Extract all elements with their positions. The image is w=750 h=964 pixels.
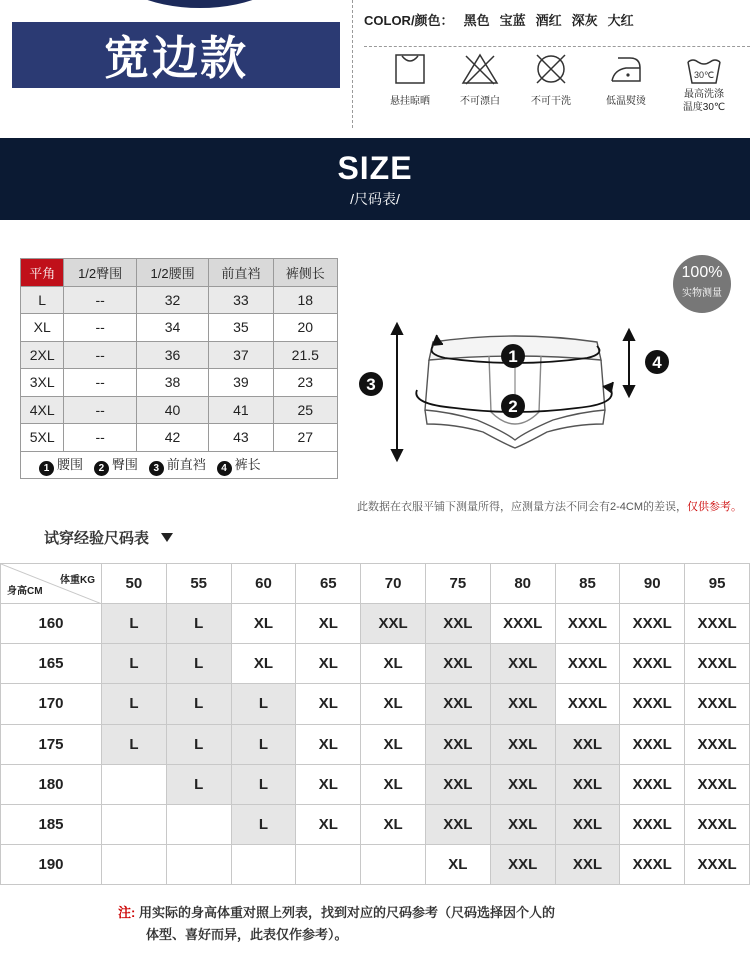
legend-number: 2 [94, 461, 109, 476]
care-hang-dry [370, 52, 450, 107]
care-no-bleach [440, 52, 520, 107]
no-dry-clean-icon [533, 52, 569, 86]
grid-size-cell [361, 845, 426, 885]
grid-weight-cell: 70 [361, 564, 426, 604]
grid-size-cell: XXXL [620, 804, 685, 844]
grid-height-cell: 165 [1, 644, 102, 684]
grid-size-cell: XXXL [620, 845, 685, 885]
grid-size-cell: XXL [490, 764, 555, 804]
height-weight-grid [0, 563, 750, 885]
divider [364, 46, 750, 47]
length-arrow [624, 330, 634, 396]
grid-size-cell: L [231, 684, 296, 724]
grid-height-cell: 185 [1, 804, 102, 844]
color-options [364, 10, 634, 29]
front-rise-arrow [392, 324, 402, 460]
grid-size-cell: XXXL [490, 604, 555, 644]
grid-size-cell: XL [296, 764, 361, 804]
grid-weight-cell: 75 [425, 564, 490, 604]
color-option: 宝蓝 [499, 13, 526, 28]
grid-size-cell: XXL [361, 604, 426, 644]
size-table-header-cell: 1/2腰围 [136, 259, 208, 287]
footer-note [118, 902, 555, 946]
grid-size-cell: XL [361, 764, 426, 804]
care-label: 低温熨烫 [606, 96, 646, 107]
care-label: 悬挂晾晒 [390, 96, 430, 107]
size-subtitle: /尺码表/ [350, 191, 400, 207]
grid-size-cell: XL [425, 845, 490, 885]
tryon-title: 试穿经验尺码表 [44, 530, 150, 547]
size-table-cell: 27 [273, 424, 337, 452]
size-table-row [21, 369, 338, 397]
color-option: 酒红 [535, 13, 562, 28]
size-table-cell: -- [64, 396, 136, 424]
size-table-cell: XL [21, 314, 64, 342]
color-label: COLOR/颜色： [364, 13, 454, 28]
size-table-cell: 36 [136, 341, 208, 369]
grid-size-cell: XXXL [620, 604, 685, 644]
size-table-cell: -- [64, 369, 136, 397]
legend-number: 3 [149, 461, 164, 476]
size-table-cell: 20 [273, 314, 337, 342]
color-option: 深灰 [571, 13, 598, 28]
grid-size-cell [102, 804, 167, 844]
size-table-cell: -- [64, 341, 136, 369]
grid-weight-cell: 80 [490, 564, 555, 604]
legend-label: 前直裆 [166, 456, 206, 472]
grid-size-cell: XXXL [620, 724, 685, 764]
grid-size-cell: XL [361, 644, 426, 684]
size-table-cell: 37 [209, 341, 273, 369]
size-table-header [21, 259, 338, 287]
grid-size-cell: XXL [425, 724, 490, 764]
size-table-cell: 43 [209, 424, 273, 452]
product-edge-decoration [105, 0, 295, 8]
badge-percent: 100% [681, 264, 723, 281]
grid-size-cell [166, 804, 231, 844]
grid-row [1, 604, 750, 644]
wash-30-icon [684, 52, 724, 86]
footer-line1: 用实际的身高体重对照上列表，找到对应的尺码参考（尺码选择因个人的 [138, 905, 555, 920]
grid-height-cell: 190 [1, 845, 102, 885]
grid-size-cell: XL [361, 804, 426, 844]
top-section [0, 0, 750, 138]
size-table-row [21, 396, 338, 424]
grid-size-cell [231, 845, 296, 885]
grid-row [1, 845, 750, 885]
grid-size-cell: XL [231, 604, 296, 644]
grid-size-cell: XXXL [685, 684, 750, 724]
grid-size-cell: XXL [555, 845, 620, 885]
size-table-cell: 21.5 [273, 341, 337, 369]
measurement-note [357, 498, 742, 514]
grid-size-cell: L [166, 684, 231, 724]
grid-size-cell: XXXL [685, 724, 750, 764]
grid-size-cell: L [166, 764, 231, 804]
grid-size-cell: XL [361, 684, 426, 724]
legend-label: 裤长 [234, 456, 261, 472]
size-table-cell: 39 [209, 369, 273, 397]
divider [352, 0, 353, 128]
size-table-cell: 3XL [21, 369, 64, 397]
grid-size-cell: XXL [425, 764, 490, 804]
grid-size-cell: XL [296, 684, 361, 724]
style-banner-title: 宽边款 [104, 32, 248, 84]
care-label [664, 101, 744, 114]
note-highlight: 仅供参考。 [687, 501, 742, 513]
size-table-row [21, 314, 338, 342]
size-table-row [21, 341, 338, 369]
grid-size-cell: L [231, 804, 296, 844]
grid-size-cell: L [102, 644, 167, 684]
grid-row [1, 804, 750, 844]
size-table [20, 258, 338, 479]
grid-weight-cell: 55 [166, 564, 231, 604]
marker-4 [645, 350, 669, 374]
grid-size-cell: XXL [490, 684, 555, 724]
grid-height-cell: 160 [1, 604, 102, 644]
size-table-cell: 40 [136, 396, 208, 424]
size-table-row [21, 424, 338, 452]
care-wash-30 [664, 52, 744, 114]
no-bleach-icon [460, 52, 500, 86]
corner-weight-label: 体重KG [60, 575, 95, 586]
marker-1 [501, 344, 525, 368]
grid-size-cell: XXL [490, 804, 555, 844]
grid-size-cell: XXXL [685, 644, 750, 684]
color-option: 大红 [607, 13, 634, 28]
marker-2 [501, 394, 525, 418]
grid-size-cell: XXL [490, 724, 555, 764]
grid-weight-cell: 95 [685, 564, 750, 604]
grid-height-cell: 175 [1, 724, 102, 764]
grid-weight-cell: 60 [231, 564, 296, 604]
grid-size-cell: XXXL [620, 644, 685, 684]
grid-row [1, 684, 750, 724]
tryon-section-title [44, 527, 173, 548]
low-iron-icon [606, 52, 646, 86]
size-table-cell: -- [64, 286, 136, 314]
grid-size-cell: L [166, 604, 231, 644]
grid-size-cell [296, 845, 361, 885]
size-table-cell: -- [64, 424, 136, 452]
size-table-cell: 42 [136, 424, 208, 452]
triangle-down-icon [161, 533, 173, 542]
size-table-cell: 38 [136, 369, 208, 397]
size-header [0, 138, 750, 220]
footer-prefix: 注: [118, 905, 136, 920]
size-table-cell: 4XL [21, 396, 64, 424]
grid-weight-header [1, 564, 750, 604]
grid-size-cell: XXXL [620, 764, 685, 804]
briefs-measurement-diagram [355, 320, 685, 470]
wash-temp-text: 30℃ [693, 70, 715, 80]
care-label: 不可干洗 [531, 96, 571, 107]
size-title: SIZE [337, 150, 413, 186]
size-table-header-cell: 裤侧长 [273, 259, 337, 287]
grid-weight-cell: 50 [102, 564, 167, 604]
size-table-legend [21, 451, 338, 479]
note-text: 此数据在衣服平铺下测量所得，应测量方法不同会有2-4CM的差误， [356, 501, 687, 513]
marker-3 [359, 372, 383, 396]
grid-size-cell: XXXL [685, 764, 750, 804]
size-table-cell: 18 [273, 286, 337, 314]
grid-weight-cell: 65 [296, 564, 361, 604]
grid-size-cell: XXL [490, 644, 555, 684]
grid-size-cell: L [102, 684, 167, 724]
grid-size-cell: XL [296, 804, 361, 844]
grid-size-cell: XXL [425, 644, 490, 684]
grid-weight-cell: 85 [555, 564, 620, 604]
corner-height-label: 身高CM [7, 586, 43, 597]
grid-size-cell: XXL [555, 764, 620, 804]
grid-row [1, 644, 750, 684]
footer-line2: 体型、喜好而异，此表仅作参考）。 [146, 927, 348, 942]
grid-size-cell: XXXL [685, 845, 750, 885]
marker-2-label: 2 [508, 397, 518, 416]
grid-weight-cell: 90 [620, 564, 685, 604]
size-table-header-cell: 1/2臀围 [64, 259, 136, 287]
style-banner [12, 22, 340, 88]
size-table-cell: 2XL [21, 341, 64, 369]
grid-size-cell: XXXL [555, 604, 620, 644]
grid-size-cell: XXL [425, 684, 490, 724]
size-table-cell: 5XL [21, 424, 64, 452]
legend-label: 臀围 [111, 456, 138, 472]
marker-4-label: 4 [652, 353, 662, 372]
hang-dry-icon [393, 52, 427, 86]
grid-size-cell: XXXL [685, 604, 750, 644]
care-low-iron [586, 52, 666, 107]
grid-size-cell: XXL [490, 845, 555, 885]
size-table-cell: 25 [273, 396, 337, 424]
care-label [664, 88, 744, 101]
size-table-cell: 32 [136, 286, 208, 314]
grid-size-cell: XXXL [685, 804, 750, 844]
grid-height-cell: 170 [1, 684, 102, 724]
measured-badge [673, 255, 731, 313]
grid-corner [1, 564, 102, 604]
grid-size-cell [166, 845, 231, 885]
legend-cell [21, 451, 338, 479]
marker-1-label: 1 [508, 347, 518, 366]
color-option: 黑色 [463, 13, 490, 28]
grid-size-cell: XXXL [555, 684, 620, 724]
size-table-row [21, 286, 338, 314]
care-no-dry-clean [511, 52, 591, 107]
grid-size-cell: L [231, 724, 296, 764]
legend-number: 1 [39, 461, 54, 476]
badge-text: 实物测量 [682, 288, 722, 299]
grid-size-cell: L [231, 764, 296, 804]
size-table-cell: 41 [209, 396, 273, 424]
grid-size-cell: XL [296, 604, 361, 644]
grid-height-cell: 180 [1, 764, 102, 804]
legend-label: 腰围 [57, 456, 84, 472]
grid-size-cell: L [102, 724, 167, 764]
care-label: 不可漂白 [460, 96, 500, 107]
grid-size-cell: L [166, 644, 231, 684]
marker-3-label: 3 [366, 375, 376, 394]
grid-size-cell: XXXL [555, 644, 620, 684]
grid-row [1, 724, 750, 764]
grid-size-cell: XL [361, 724, 426, 764]
grid-size-cell: XL [231, 644, 296, 684]
grid-size-cell [102, 764, 167, 804]
size-table-cell: 34 [136, 314, 208, 342]
grid-size-cell: L [166, 724, 231, 764]
grid-size-cell [102, 845, 167, 885]
size-table-header-cell: 平角 [21, 259, 64, 287]
grid-size-cell: XXXL [620, 684, 685, 724]
size-table-cell: 33 [209, 286, 273, 314]
grid-row [1, 764, 750, 804]
size-table-header-cell: 前直裆 [209, 259, 273, 287]
care-label-line2: 温度30℃ [682, 102, 726, 113]
size-table-cell: L [21, 286, 64, 314]
grid-size-cell: L [102, 604, 167, 644]
grid-size-cell: XL [296, 644, 361, 684]
size-table-cell: 35 [209, 314, 273, 342]
grid-size-cell: XXL [555, 724, 620, 764]
grid-size-cell: XXL [425, 604, 490, 644]
grid-size-cell: XXL [425, 804, 490, 844]
grid-size-cell: XL [296, 724, 361, 764]
size-table-cell: 23 [273, 369, 337, 397]
care-label-line1: 最高洗涤 [684, 89, 724, 100]
grid-size-cell: XXL [555, 804, 620, 844]
legend-number: 4 [217, 461, 232, 476]
size-table-cell: -- [64, 314, 136, 342]
